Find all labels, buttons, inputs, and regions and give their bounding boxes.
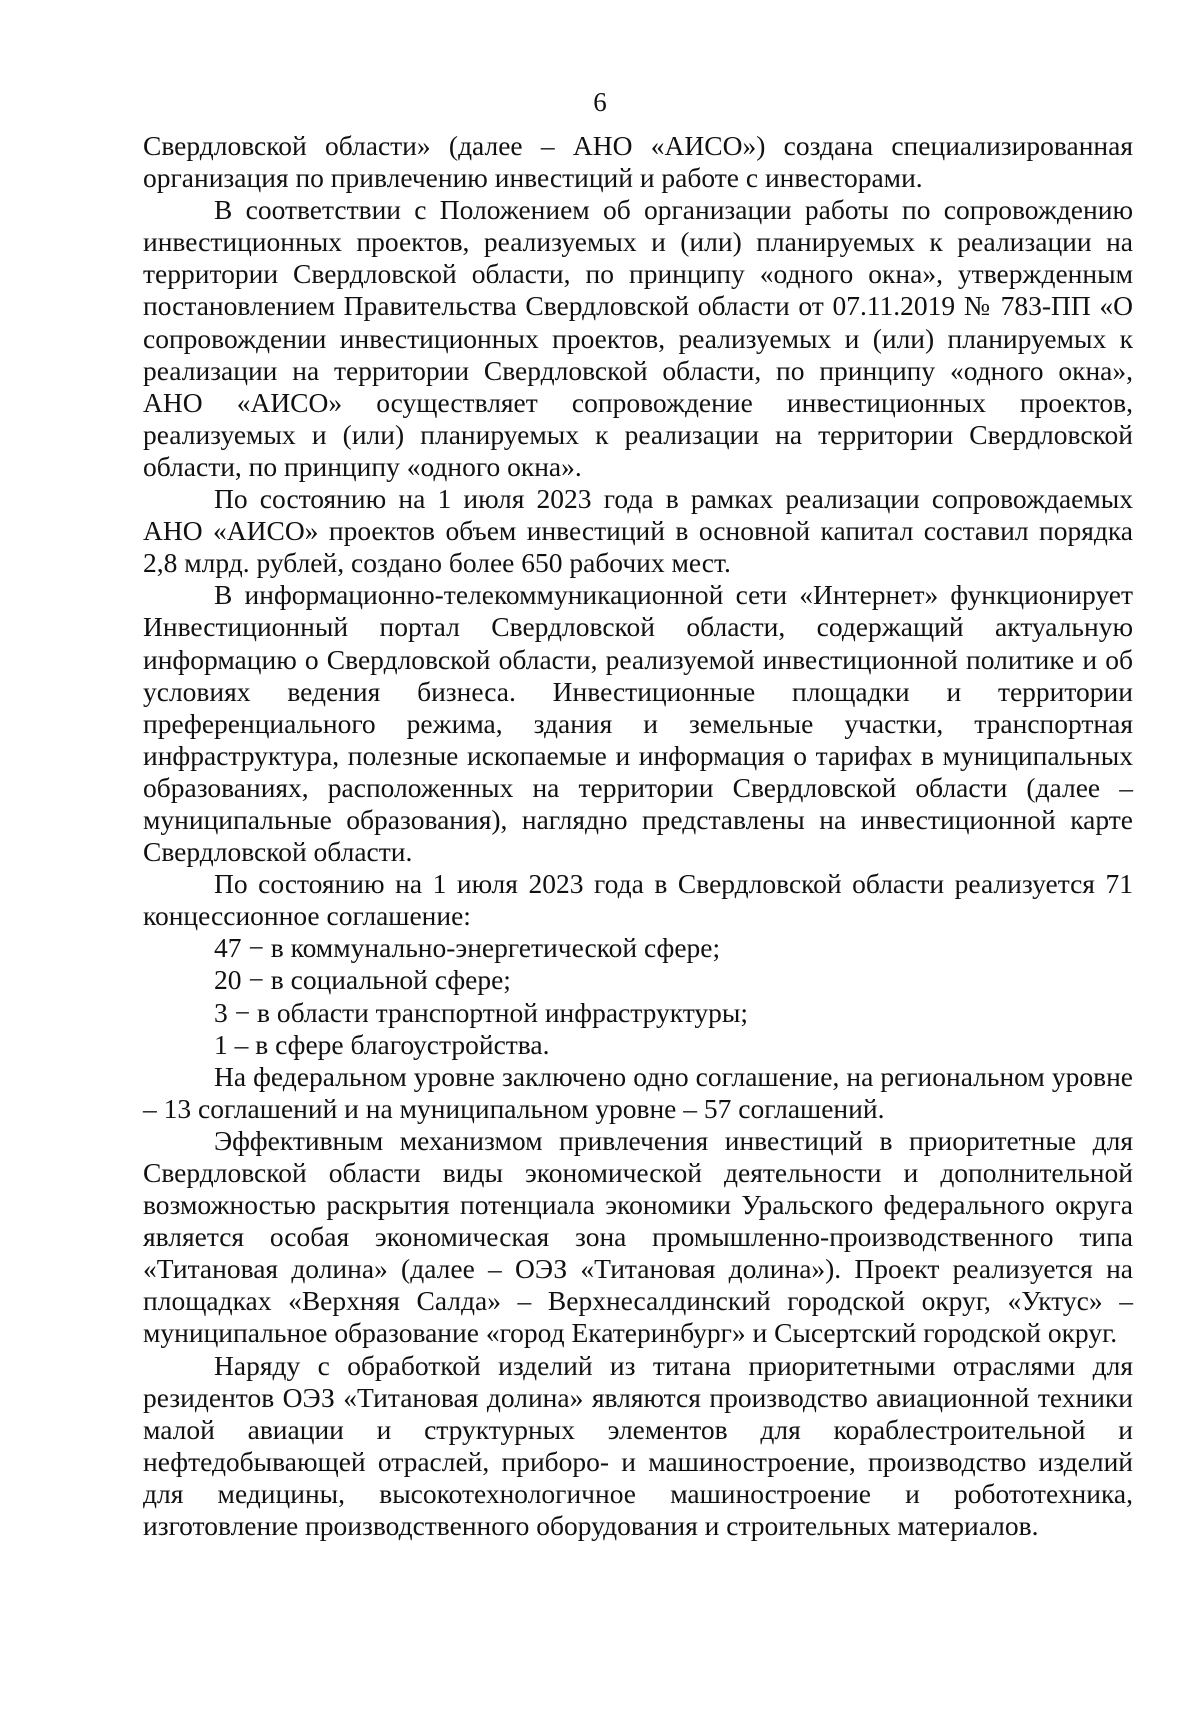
paragraph-investment-portal: В информационно-телекоммуникационной сети «Интернет» функционирует Инвестиционный портал Свердловской области, содержащий актуальную информацию о Свердловской области, реализуемой инвестиционной политике и об условиях ведения бизнеса. Инвестиционные площадки и территории преференциального режима, здания и земельные участки, транспортная инфраструктура, полезные ископаемые и информация о тарифах в муниципальных образованиях, расположенных на территории Свердловской области (далее – муниципальные образования), наглядно представлены на инвестиционной карте Свердловской области.: [143, 579, 1133, 868]
paragraph-support-regulation: В соответствии с Положением об организации работы по сопровождению инвестиционных проектов, реализуемых и (или) планируемых к реализации на территории Свердловской области, по принципу «одного окна», утвержденным постановлением Правительства Свердловской области от 07.11.2019 № 783-ПП «О сопровождении инвестиционных проектов, реализуемых и (или) планируемых к реализации на территории Свердловской области, по принципу «одного окна», АНО «АИСО» осуществляет сопровождение инвестиционных проектов, реализуемых и (или) планируемых к реализации на территории Свердловской области, по принципу «одного окна».: [143, 194, 1133, 482]
paragraph-concession-agreements: По состоянию на 1 июля 2023 года в Свердловской области реализуется 71 концессионное соглашение:: [143, 868, 1133, 932]
list-item-improvement: 1 – в сфере благоустройства.: [214, 1028, 550, 1060]
paragraph-special-economic-zone: Эффективным механизмом привлечения инвестиций в приоритетные для Свердловской области виды экономической деятельности и дополнительной возможностью раскрытия потенциала экономики Уральского федерального округа является особая экономическая зона промышленно-производственного типа «Титановая долина» (далее – ОЭЗ «Титановая долина»). Проект реализуется на площадках «Верхняя Салда» – Верхнесалдинский городской округ, «Уктус» – муниципальное образование «город Екатеринбург» и Сысертский городской округ.: [143, 1124, 1133, 1349]
list-item-transport: 3 − в области транспортной инфраструктуры;: [214, 996, 749, 1028]
list-item-communal-energy: 47 − в коммунально-энергетической сфере;: [214, 932, 721, 964]
paragraph-continuation: Свердловской области» (далее – АНО «АИСО») создана специализированная организация по привлечению инвестиций и работе с инвесторами.: [143, 130, 1133, 194]
paragraph-agreement-levels: На федеральном уровне заключено одно соглашение, на региональном уровне – 13 соглашений и на муниципальном уровне – 57 соглашений.: [143, 1060, 1133, 1124]
page-number: 6: [593, 87, 607, 117]
document-body: [143, 130, 1133, 1542]
list-item-social: 20 − в социальной сфере;: [214, 964, 511, 996]
paragraph-investment-results: По состоянию на 1 июля 2023 года в рамках реализации сопровождаемых АНО «АИСО» проектов объем инвестиций в основной капитал составил порядка 2,8 млрд. рублей, создано более 650 рабочих мест.: [143, 483, 1133, 579]
paragraph-priority-industries: Наряду с обработкой изделий из титана приоритетными отраслями для резидентов ОЭЗ «Титановая долина» являются производство авиационной техники малой авиации и структурных элементов для кораблестроительной и нефтедобывающей отраслей, приборо- и машиностроение, производство изделий для медицины, высокотехнологичное машиностроение и робототехника, изготовление производственного оборудования и строительных материалов.: [143, 1349, 1133, 1542]
